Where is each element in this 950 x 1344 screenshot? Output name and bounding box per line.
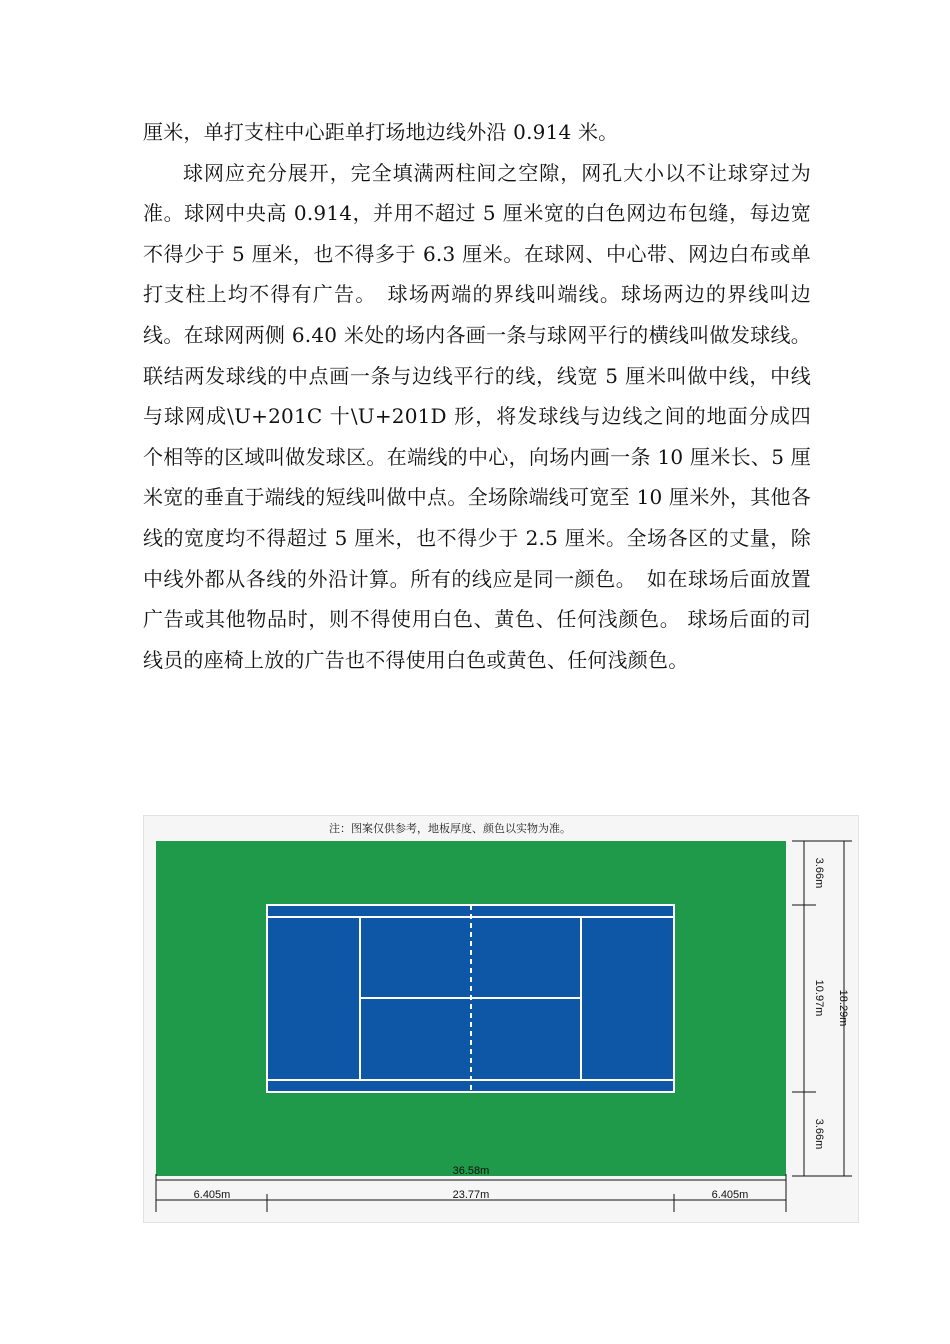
dim-left-runoff: 6.405m (193, 1189, 231, 1201)
dim-overall-length: 36.58m (452, 1165, 490, 1177)
dim-court-width: 10.97m (813, 979, 825, 1017)
dim-overall-width: 18.29m (837, 989, 849, 1027)
dim-bottom-runoff: 3.66m (813, 1118, 825, 1150)
dim-right-runoff: 6.405m (711, 1189, 749, 1201)
body-text (143, 112, 811, 680)
paragraph-2: 球网应充分展开，完全填满两柱间之空隙，网孔大小以不让球穿过为准。球网中央高 0.914，并用不超过 5 厘米宽的白色网边布包缝，每边宽不得少于 5 厘米，也不得多于 6.3 厘米。在球网、中心带、网边白布或单打支柱上均不得有广告。 球场两端的界线叫端线。球场两边的界线叫边线。在球网两侧 6.40 米处的场内各画一条与球网平行的横线叫做发球线。联结两发球线的中点画一条与边线平行的线，线宽 5 厘米叫做中线，中线与球网成\U+201C 十\U+201D 形，将发球线与边线之间的地面分成四个相等的区域叫做发球区。在端线的中心，向场内画一条 10 厘米长、5 厘米宽的垂直于端线的短线叫做中点。全场除端线可宽至 10 厘米外，其他各线的宽度均不得超过 5 厘米，也不得少于 2.5 厘米。全场各区的丈量，除中线外都从各线的外沿计算。所有的线应是同一颜色。 如在球场后面放置广告或其他物品时，则不得使用白色、黄色、任何浅颜色。 球场后面的司线员的座椅上放的广告也不得使用白色或黄色、任何浅颜色。 (143, 160, 811, 672)
paragraph-1: 厘米，单打支柱中心距单打场地边线外沿 0.914 米。 (143, 120, 619, 144)
figure-note: 注：图案仅供参考，地板厚度、颜色以实物为准。 (329, 822, 571, 835)
court-diagram-svg (144, 816, 860, 1224)
dim-court-length: 23.77m (452, 1189, 490, 1201)
dim-top-runoff: 3.66m (813, 857, 825, 889)
tennis-court-diagram (143, 815, 859, 1223)
